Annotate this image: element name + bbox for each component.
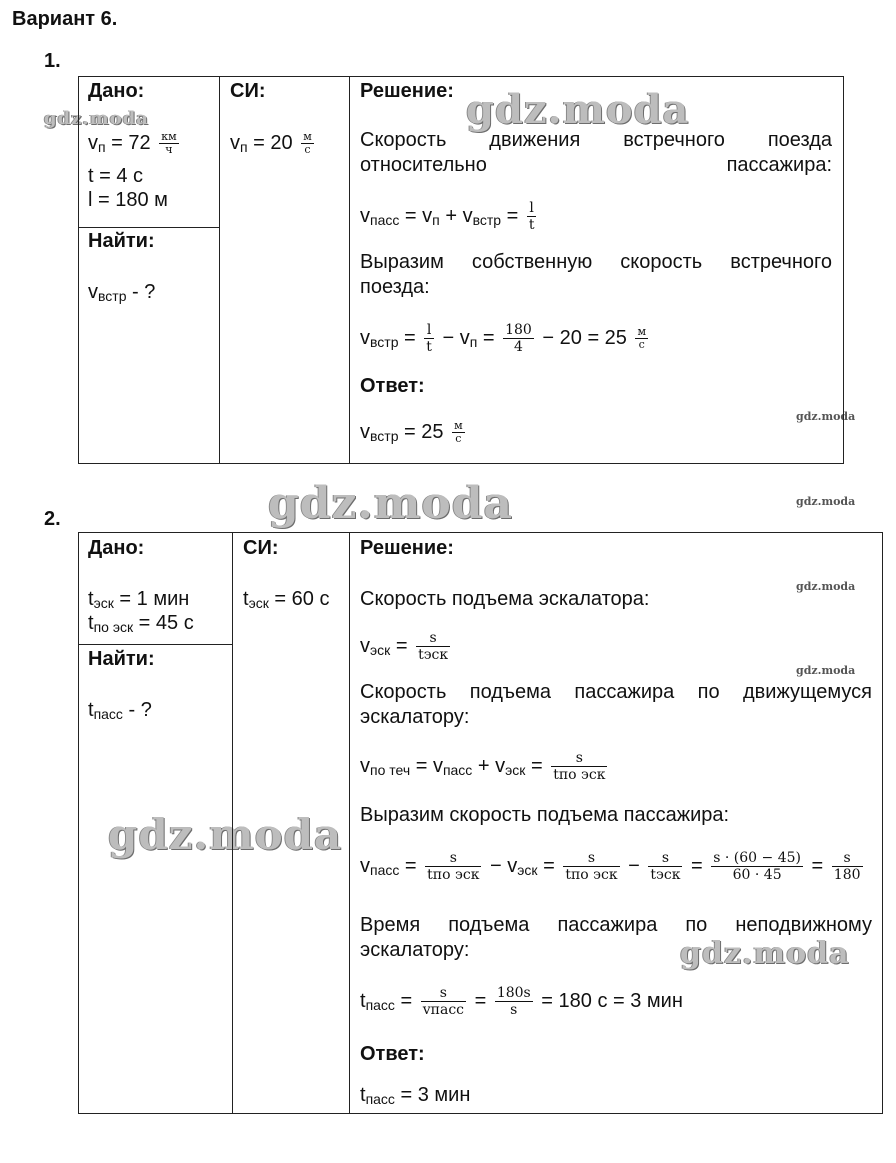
fraction: $\frac{s}{\text{vпасс}}$	[422, 985, 465, 1018]
watermark-tiny: gdz.moda	[796, 410, 856, 423]
solution-text: Скорость подъема пассажира по движущемуся эскалатору:	[360, 681, 872, 728]
unit-fraction: $\frac{км}{ч}$	[161, 130, 177, 157]
answer-value: tпасс = 3 мин	[360, 1084, 471, 1107]
fraction: $\frac{s}{\text{tпо эск}}$	[427, 850, 480, 883]
fraction: $\frac{s}{180}$	[833, 850, 861, 883]
given-header: Дано:	[88, 537, 145, 559]
fraction: $\frac{l}{t}$	[528, 200, 535, 233]
fraction: $\frac{s \cdot (60 - 45)}{60 \cdot 45}$	[713, 850, 801, 883]
row-divider	[78, 644, 232, 645]
watermark-tiny: gdz.moda	[796, 664, 856, 677]
column-divider	[349, 532, 350, 1114]
watermark-small: gdz.moda	[44, 108, 149, 129]
solution-text: Время подъема пассажира по неподвижному эскалатору:	[360, 914, 872, 961]
fraction: $\frac{180s}{s}$	[496, 985, 531, 1018]
si-speed: vп = 20 $\frac{м}{с}$	[230, 130, 312, 157]
given-speed: vп = 72 $\frac{км}{ч}$	[88, 130, 177, 157]
equation: vэск = $\frac{s}{\text{tэск}}$	[360, 630, 449, 663]
unit-fraction: $\frac{м}{с}$	[637, 325, 647, 351]
answer-header: Ответ:	[360, 375, 425, 397]
fraction: $\frac{s}{\text{tэск}}$	[418, 630, 449, 663]
fraction: $\frac{s}{\text{tпо эск}}$	[553, 750, 606, 783]
solution-text: Выразим скорость подъема пассажира:	[360, 804, 730, 826]
equation: vвстр = $\frac{l}{t}$ − vп = $\frac{180}{4}$ − 20 = 25 $\frac{м}{с}$	[360, 322, 647, 355]
fraction: $\frac{l}{t}$	[426, 322, 432, 355]
solution-text: Скорость подъема эскалатора:	[360, 588, 650, 610]
answer-header: Ответ:	[360, 1043, 425, 1065]
solution-header: Решение:	[360, 537, 454, 559]
watermark-large: gdz.moda	[680, 936, 850, 971]
given-length: l = 180 м	[88, 189, 168, 211]
si-header: СИ:	[243, 537, 279, 559]
fraction: $\frac{180}{4}$	[505, 322, 532, 355]
equation: vпасс = $\frac{s}{\text{tпо эск}}$ − vэск = $\frac{s}{\text{tпо эск}}$ − $\frac{s}{\text{tэск}}$ = $\frac{s \cdot (60 - 45)}{60 \cdot 45}$ = $\frac{s}{180}$	[360, 850, 861, 883]
fraction: $\frac{s}{\text{tэск}}$	[650, 850, 681, 883]
unit-fraction: $\frac{м}{с}$	[303, 130, 312, 157]
column-divider	[219, 76, 220, 464]
unit-fraction: $\frac{м}{с}$	[454, 419, 463, 446]
equation: vпасс = vп + vвстр = $\frac{l}{t}$	[360, 200, 535, 233]
watermark-large: gdz.moda	[268, 478, 514, 529]
answer-value: vвстр = 25 $\frac{м}{с}$	[360, 419, 463, 446]
si-header: СИ:	[230, 80, 266, 102]
column-divider	[349, 76, 350, 464]
row-divider	[78, 227, 219, 228]
find-value: vвстр - ?	[88, 281, 156, 304]
problem-number: 1.	[44, 50, 61, 72]
solution-text: Скорость движения встречного поезда относительно пассажира:	[360, 129, 832, 176]
watermark-large: gdz.moda	[108, 810, 343, 859]
watermark-large: gdz.moda	[466, 86, 690, 133]
watermark-tiny: gdz.moda	[796, 580, 856, 593]
find-header: Найти:	[88, 648, 155, 670]
equation: vпо теч = vпасс + vэск = $\frac{s}{\text{tпо эск}}$	[360, 750, 606, 783]
find-value: tпасс - ?	[88, 699, 152, 722]
solution-text: Выразим собственную скорость встречного поезда:	[360, 251, 832, 298]
page-title: Вариант 6.	[12, 8, 118, 30]
given-time: t = 4 с	[88, 165, 144, 187]
fraction: $\frac{s}{\text{tпо эск}}$	[565, 850, 618, 883]
given-header: Дано:	[88, 80, 145, 102]
si-escalator-time: tэск = 60 с	[243, 588, 330, 611]
equation: tпасс = $\frac{s}{\text{vпасс}}$ = $\frac{180s}{s}$ = 180 с = 3 мин	[360, 985, 683, 1018]
column-divider	[232, 532, 233, 1114]
problem-number: 2.	[44, 508, 61, 530]
find-header: Найти:	[88, 230, 155, 252]
solution-header: Решение:	[360, 80, 454, 102]
given-moving-time: tпо эск = 45 с	[88, 612, 194, 635]
watermark-tiny: gdz.moda	[796, 495, 856, 508]
given-escalator-time: tэск = 1 мин	[88, 588, 190, 611]
